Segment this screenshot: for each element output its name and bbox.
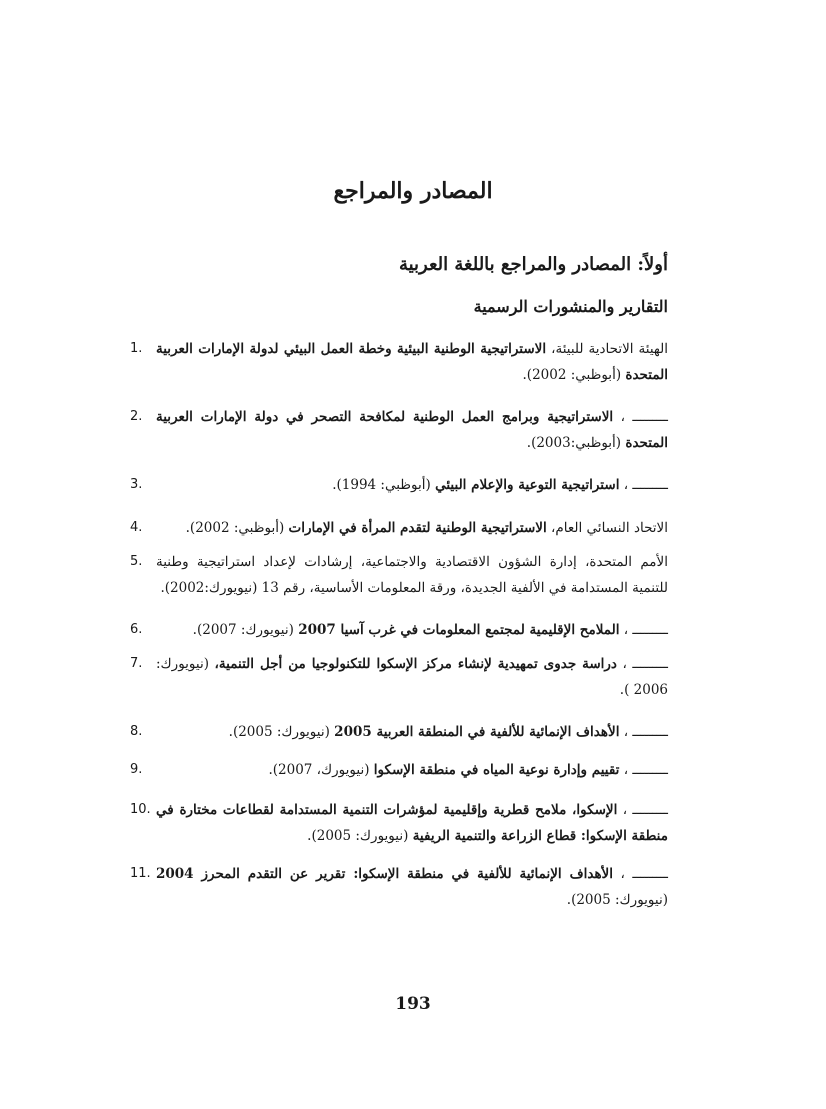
reference-number: 5. xyxy=(130,554,143,569)
reference-number: 6. xyxy=(130,622,143,637)
reference-text xyxy=(156,861,668,913)
reference-number: 7. xyxy=(130,656,143,671)
reference-number: 10. xyxy=(130,802,151,817)
reference-suffix: (نيويورك: 2005). xyxy=(307,828,413,844)
page-number: 193 xyxy=(395,994,431,1014)
reference-item xyxy=(130,336,668,404)
reference-suffix: (نيويورك: 2006 ). xyxy=(156,656,668,698)
subsection-heading: التقارير والمنشورات الرسمية xyxy=(473,297,668,316)
reference-item xyxy=(130,797,668,861)
reference-text xyxy=(156,515,668,541)
reference-suffix: (أبوظبي: 2002). xyxy=(522,367,626,383)
reference-item xyxy=(130,404,668,472)
page-title: المصادر والمراجع xyxy=(333,178,493,204)
reference-number: 9. xyxy=(130,762,143,777)
reference-suffix: (أبوظبي: 2002). xyxy=(185,520,289,536)
reference-number: 8. xyxy=(130,724,143,739)
reference-prefix: الأمم المتحدة، إدارة الشؤون الاقتصادية والاجتماعية، إرشادات لإعداد استراتيجية وطنية للتنمية المستدامة في الألفية الجديدة، ورقة المعلومات الأساسية، رقم 13 (نيويورك:2002). xyxy=(156,554,668,596)
reference-item xyxy=(130,719,668,757)
reference-prefix: ـــــــــ ، xyxy=(619,477,668,493)
reference-title: الأهداف الإنمائية للألفية في المنطقة العربية 2005 xyxy=(334,724,620,740)
reference-prefix: ـــــــــ ، xyxy=(619,762,668,778)
reference-text xyxy=(156,719,668,745)
reference-title: استراتيجية التوعية والإعلام البيئي xyxy=(435,477,620,493)
reference-suffix: (نيويورك، 2007). xyxy=(268,762,374,778)
reference-title: الإسكوا، ملامح قطرية وإقليمية لمؤشرات التنمية المستدامة لقطاعات مختارة في منطقة الإسكوا: قطاع الزراعة والتنمية الريفية xyxy=(156,802,668,844)
reference-prefix: الهيئة الاتحادية للبيئة، xyxy=(546,341,668,357)
reference-title: دراسة جدوى تمهيدية لإنشاء مركز الإسكوا للتكنولوجيا من أجل التنمية، xyxy=(214,656,617,672)
reference-item xyxy=(130,757,668,797)
reference-title: الاستراتيجية وبرامج العمل الوطنية لمكافحة التصحر في دولة الإمارات العربية المتحدة xyxy=(156,409,668,451)
reference-number: 2. xyxy=(130,409,143,424)
reference-suffix: (أبوظبي:2003). xyxy=(526,435,626,451)
reference-list xyxy=(130,336,668,921)
reference-title: الملامح الإقليمية لمجتمع المعلومات في غرب آسيا 2007 xyxy=(298,622,620,638)
reference-text xyxy=(156,757,668,783)
reference-text xyxy=(156,617,668,643)
reference-text xyxy=(156,472,668,498)
reference-item xyxy=(130,651,668,719)
section-heading: أولاً: المصادر والمراجع باللغة العربية xyxy=(398,254,668,275)
reference-prefix: ـــــــــ ، xyxy=(619,622,668,638)
reference-title: الاستراتيجية الوطنية لتقدم المرأة في الإمارات xyxy=(288,520,547,536)
reference-prefix: ـــــــــ ، xyxy=(613,409,668,425)
reference-item xyxy=(130,861,668,921)
reference-item xyxy=(130,549,668,617)
reference-text xyxy=(156,404,668,456)
reference-title: الاستراتيجية الوطنية البيئية وخطة العمل البيئي لدولة الإمارات العربية المتحدة xyxy=(156,341,668,383)
reference-prefix: ـــــــــ ، xyxy=(613,866,668,882)
reference-suffix: (أبوظبي: 1994). xyxy=(332,477,436,493)
reference-title: الأهداف الإنمائية للألفية في منطقة الإسكوا: تقرير عن التقدم المحرز 2004 xyxy=(156,866,614,882)
reference-number: 3. xyxy=(130,477,143,492)
reference-text xyxy=(156,797,668,849)
reference-number: 11. xyxy=(130,866,151,881)
reference-prefix: الاتحاد النسائي العام، xyxy=(546,520,668,536)
reference-suffix: (نيويورك: 2005). xyxy=(566,892,668,908)
reference-item xyxy=(130,515,668,549)
reference-item xyxy=(130,617,668,651)
reference-number: 4. xyxy=(130,520,143,535)
reference-text xyxy=(156,651,668,703)
reference-prefix: ـــــــــ ، xyxy=(616,656,668,672)
reference-suffix: (نيويورك: 2007). xyxy=(192,622,299,638)
reference-text xyxy=(156,336,668,388)
reference-prefix: ـــــــــ ، xyxy=(617,802,668,818)
reference-title: تقييم وإدارة نوعية المياه في منطقة الإسكوا xyxy=(373,762,620,778)
reference-suffix: (نيويورك: 2005). xyxy=(228,724,335,740)
reference-prefix: ـــــــــ ، xyxy=(619,724,668,740)
reference-text xyxy=(156,549,668,601)
reference-number: 1. xyxy=(130,341,143,356)
reference-item xyxy=(130,472,668,515)
